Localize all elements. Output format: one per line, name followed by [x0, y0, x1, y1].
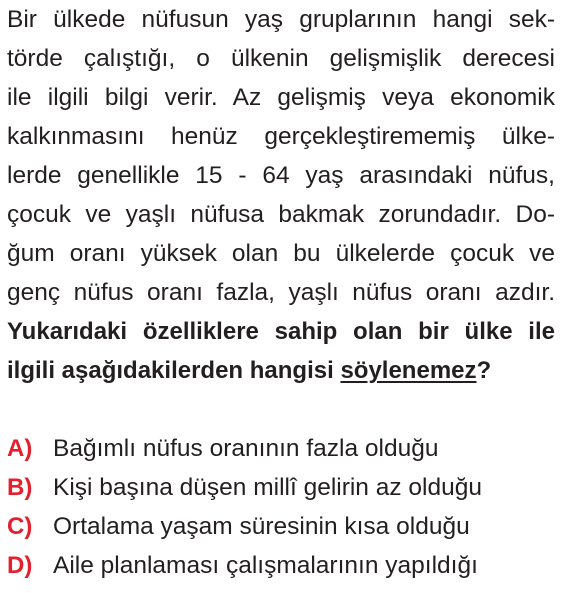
option-b[interactable]	[7, 468, 555, 507]
question-stem-text: ilgili aşağıdakilerden hangisi	[7, 357, 341, 384]
option-letter: B)	[7, 474, 33, 501]
option-a[interactable]	[7, 429, 555, 468]
passage-line: ile ilgili bilgi verir. Az gelişmiş veya ekonomik	[7, 84, 555, 111]
passage-line: ğum oranı yüksek olan bu ülkelerde çocuk ve	[7, 240, 555, 267]
option-text: Bağımlı nüfus oranının fazla olduğu	[53, 435, 439, 462]
question-passage	[7, 0, 555, 390]
option-text: Aile planlaması çalışmalarının yapıldığı	[53, 552, 478, 579]
passage-line: kalkınmasını henüz gerçekleştirememiş ülke-	[7, 123, 555, 150]
passage-line: törde çalıştığı, o ülkenin gelişmişlik derecesi	[7, 45, 555, 72]
option-letter: D)	[7, 552, 33, 579]
passage-line: çocuk ve yaşlı nüfusa bakmak zorundadır. Do-	[7, 201, 555, 228]
question-stem-line: Yukarıdaki özelliklere sahip olan bir ülke ile	[7, 318, 555, 345]
option-d[interactable]	[7, 546, 555, 585]
option-letter: C)	[7, 513, 33, 540]
passage-line: Bir ülkede nüfusun yaş gruplarının hangi sek-	[7, 6, 555, 33]
answer-options	[7, 429, 555, 585]
question-mark: ?	[476, 357, 492, 384]
option-text: Ortalama yaşam süresinin kısa olduğu	[53, 513, 470, 540]
passage-line: genç nüfus oranı fazla, yaşlı nüfus oranı azdır.	[7, 279, 555, 306]
negative-keyword: söylenemez	[340, 357, 477, 384]
option-text: Kişi başına düşen millî gelirin az olduğu	[53, 474, 482, 501]
option-c[interactable]	[7, 507, 555, 546]
passage-line: lerde genellikle 15 - 64 yaş arasındaki nüfus,	[7, 162, 555, 189]
option-letter: A)	[7, 435, 33, 462]
question-stem-line	[7, 351, 555, 390]
